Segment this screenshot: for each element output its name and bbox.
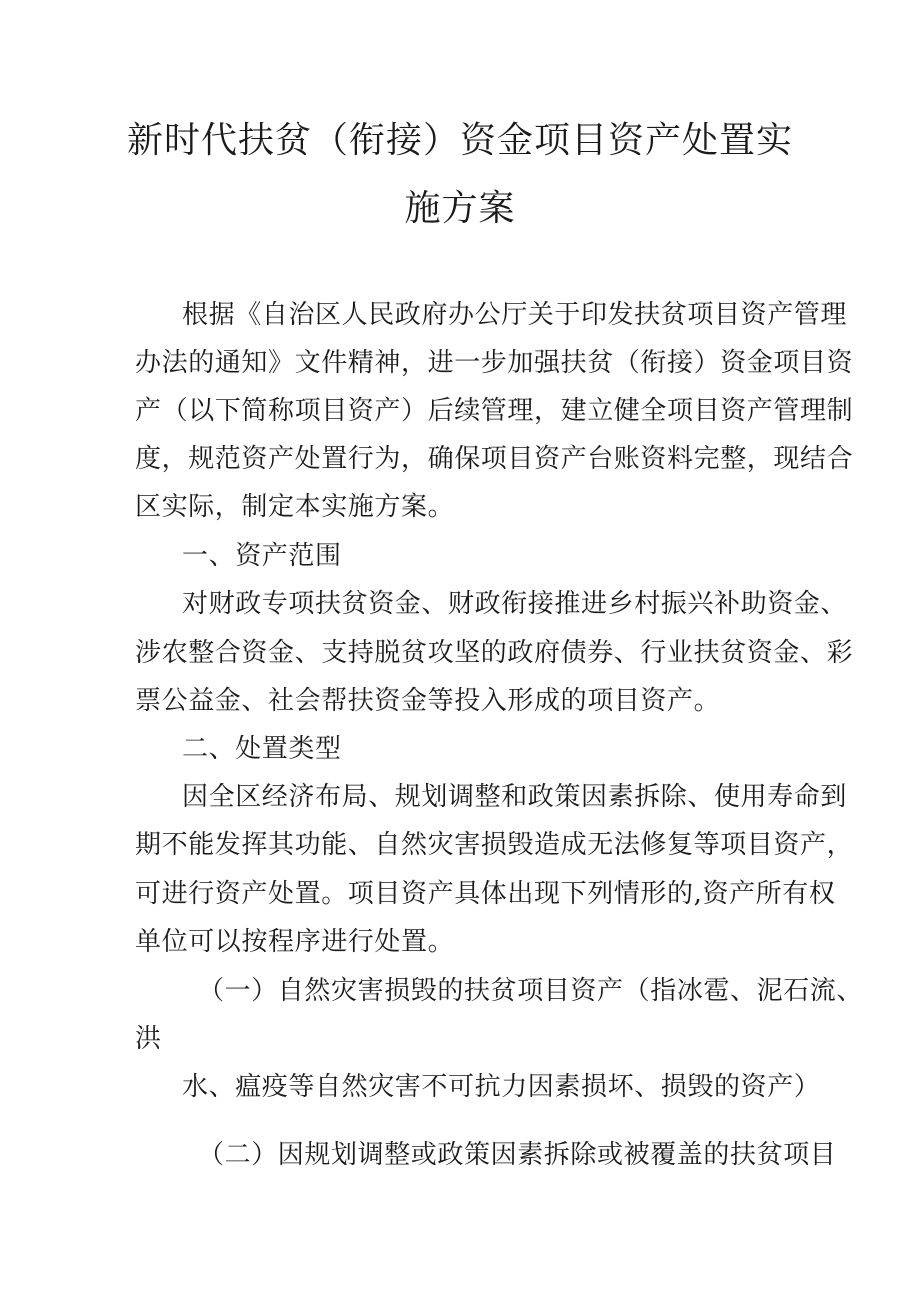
intro-line-4: 度，规范资产处置行为，确保项目资产台账资料完整，现结合 xyxy=(135,444,854,474)
intro-line-5: 区实际，制定本实施方案。 xyxy=(135,492,455,522)
section-2-line-4: 单位可以按程序进行处置。 xyxy=(135,927,455,957)
intro-line-1: 根据《自治区人民政府办公厅关于印发扶贫项目资产管理 xyxy=(182,300,848,330)
section-2-line-1: 因全区经济布局、规划调整和政策因素拆除、使用寿命到 xyxy=(182,782,848,812)
document-title-line-2: 施方案 xyxy=(404,188,516,229)
document-title-line-1: 新时代扶贫（衔接）资金项目资产处置实 xyxy=(126,120,793,161)
section-2-line-3: 可进行资产处置。项目资产具体出现下列情形的,资产所有权 xyxy=(135,879,836,909)
item-1-line-1: （一）自然灾害损毁的扶贫项目资产（指冰雹、泥石流、 xyxy=(198,976,864,1006)
item-1-line-2: 洪 xyxy=(135,1024,162,1054)
section-1-line-3: 票公益金、社会帮扶资金等投入形成的项目资产。 xyxy=(135,686,721,716)
intro-line-2: 办法的通知》文件精神，进一步加强扶贫（衔接）资金项目资 xyxy=(135,348,854,378)
section-1-heading: 一、资产范围 xyxy=(182,541,342,571)
intro-line-3: 产（以下简称项目资产）后续管理，建立健全项目资产管理制 xyxy=(135,396,854,426)
item-1-line-3: 水、瘟疫等自然灾害不可抗力因素损坏、损毁的资产） xyxy=(182,1072,821,1102)
item-2-line-1: （二）因规划调整或政策因素拆除或被覆盖的扶贫项目 xyxy=(198,1140,837,1170)
section-2-line-2: 期不能发挥其功能、自然灾害损毁造成无法修复等项目资产， xyxy=(135,830,854,860)
section-2-heading: 二、处置类型 xyxy=(182,734,342,764)
section-1-line-1: 对财政专项扶贫资金、财政衔接推进乡村振兴补助资金、 xyxy=(182,589,848,619)
section-1-line-2: 涉农整合资金、支持脱贫攻坚的政府债券、行业扶贫资金、彩 xyxy=(135,638,854,668)
